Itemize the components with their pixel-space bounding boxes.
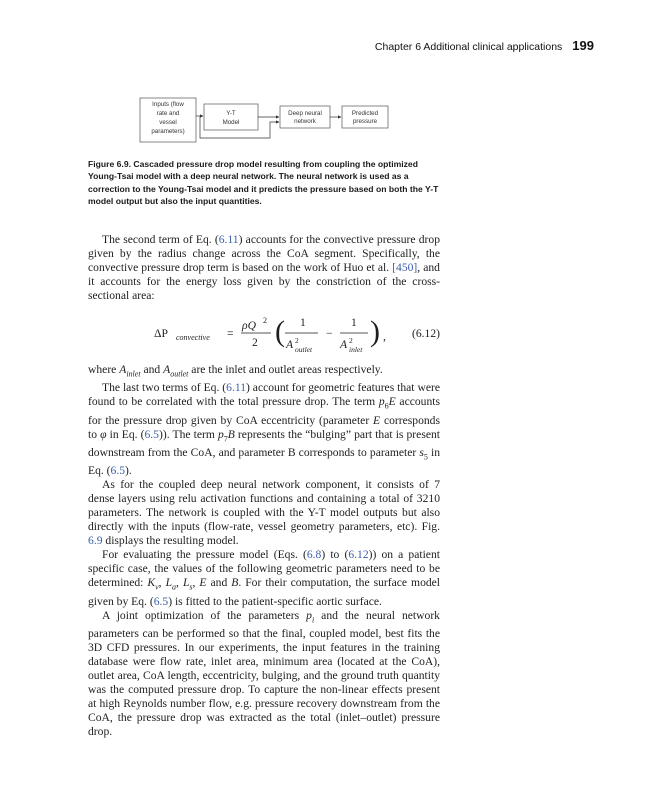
eq-a2-sub: inlet <box>349 345 363 354</box>
output-box-line-1: Predicted <box>351 110 379 117</box>
p1-text-c: , and it accounts for the energy loss given by the constriction of the cross-sectional area: <box>88 261 440 302</box>
eq-a1-sq: 2 <box>295 336 299 345</box>
dnn-box-line-1: Deep neural <box>288 110 322 117</box>
equation-number: (6.12) <box>411 327 440 340</box>
diagram-svg <box>140 96 400 146</box>
caption-text: Cascaded pressure drop model resulting from coupling the optimized Young-Tsai model with a deep neural network. The neural network is used as a correction to the Young-Tsai model and it predicts the pressure based on both the Y-T model output but also the input quantities. <box>88 159 439 206</box>
output-box <box>342 106 388 128</box>
eq-ref-6-8[interactable]: 6.8 <box>306 548 322 562</box>
p1-text-b: ) accounts for the convective pressure drop given by the radius change across the CoA segment. Specifically, the convective pressure drop term is based on the work of Huo et al. <box>88 233 440 274</box>
eq-ref-6-5-c[interactable]: 6.5 <box>153 594 169 608</box>
input-box <box>140 98 196 142</box>
eq-ref-6-5-b[interactable]: 6.5 <box>110 464 126 478</box>
eq-a1-sub: outlet <box>295 345 313 354</box>
figure-diagram <box>140 96 400 146</box>
paragraph-1 <box>88 233 440 303</box>
input-box-line-4: parameters) <box>151 128 185 135</box>
input-box-line-1: Inputs (flow <box>152 101 184 108</box>
eq-a2-sq: 2 <box>349 336 353 345</box>
p1-text-a: The second term of Eq. ( <box>102 233 219 246</box>
eq-ref-6-5[interactable]: 6.5 <box>144 427 159 441</box>
paragraph-4: As for the coupled deep neural network component, it consists of 7 dense layers using relu activation functions and containing a total of 3210 parameters. The network is coupled with the Y-T model outputs but also directly with the inputs (flow-rate, vessel geometry parameters, etc). Fig. 6.9 displays the resulting model. <box>88 478 440 548</box>
eq-comma: , <box>383 330 386 343</box>
eq-one-2: 1 <box>351 316 357 329</box>
eq-a1: A <box>286 338 294 351</box>
output-box-line-2: pressure <box>352 118 378 125</box>
eq-ref-6-11[interactable]: 6.11 <box>218 233 239 246</box>
eq-numerator-sup: 2 <box>263 316 267 325</box>
figure-caption <box>88 158 448 207</box>
paragraph-6: A joint optimization of the parameters $p_i$ and the neural network parameters can be performed so that the final, coupled model, best fits the 3D CFD pressures. In our experiments, the input features in the training database were flow rate, inlet area, minimum area (located at the CoA), outlet area, CoA length, eccentricity, bulging, and the ground truth quantity was the computed pressure drop. To capture the non-linear effects present at high Reynolds number flow, e.g. pressure recovery downstream from the CoA, the pressure drop was extracted as the total (inlet–outlet) pressure drop. <box>88 608 440 738</box>
equation-svg <box>146 310 446 356</box>
input-box-line-2: rate and <box>156 110 180 117</box>
yt-box-line-2: Model <box>222 119 240 126</box>
eq-ref-6-12[interactable]: 6.12 <box>348 548 369 562</box>
fig-ref-6-9[interactable]: 6.9 <box>88 534 103 548</box>
eq-numerator: ρQ <box>242 319 256 332</box>
dnn-box <box>280 106 330 128</box>
page-number: 199 <box>572 38 594 53</box>
citation-450[interactable]: [450] <box>392 261 418 274</box>
running-head: Chapter 6 Additional clinical applications <box>374 41 563 53</box>
eq-a2: A <box>340 338 348 351</box>
eq-minus: − <box>326 327 333 340</box>
eq-one-1: 1 <box>300 316 306 329</box>
page-header <box>375 38 594 53</box>
caption-label: Figure 6.9. <box>88 159 131 169</box>
eq-delta-p: ΔP <box>154 327 168 340</box>
paragraph-5: For evaluating the pressure model (Eqs. (6.8) to (6.12)) on a patient specific case, the values of the following geometric parameters need to be determined: $K_v$, $L_a$, $L_s$, E and B. For their computation, the surface model given by Eq. (6.5) is fitted to the patient-specific aortic surface. <box>88 548 441 608</box>
yt-model-box <box>204 104 258 130</box>
yt-box-line-1: Y-T <box>226 110 236 117</box>
eq-ref-6-11-b[interactable]: 6.11 <box>226 381 247 395</box>
paragraph-3: The last two terms of Eq. (6.11) account for geometric features that were found to be correlated with the total pressure drop. The term $p_6E$ accounts for the pressure drop given by CoA eccentricity (parameter E corresponds to φ in Eq. (6.5)). The term $p_7B$ represents the “bulging” part that is present downstream from the CoA, and parameter B corresponds to parameter $s_5$ in Eq. (6.5). <box>88 381 440 478</box>
dnn-box-line-2: network <box>294 118 316 125</box>
input-box-line-3: vessel <box>159 119 177 126</box>
paragraphs-main <box>88 363 440 739</box>
eq-right-paren: ) <box>370 315 380 348</box>
eq-lhs-subscript: convective <box>176 333 210 342</box>
equation-6-12 <box>88 310 440 356</box>
eq-left-paren: ( <box>275 315 285 348</box>
eq-denominator: 2 <box>252 336 258 349</box>
paragraph-2: where $A_{inlet}$ and $A_{outlet}$ are the inlet and outlet areas respectively. <box>88 363 383 379</box>
eq-equals: = <box>227 327 234 340</box>
